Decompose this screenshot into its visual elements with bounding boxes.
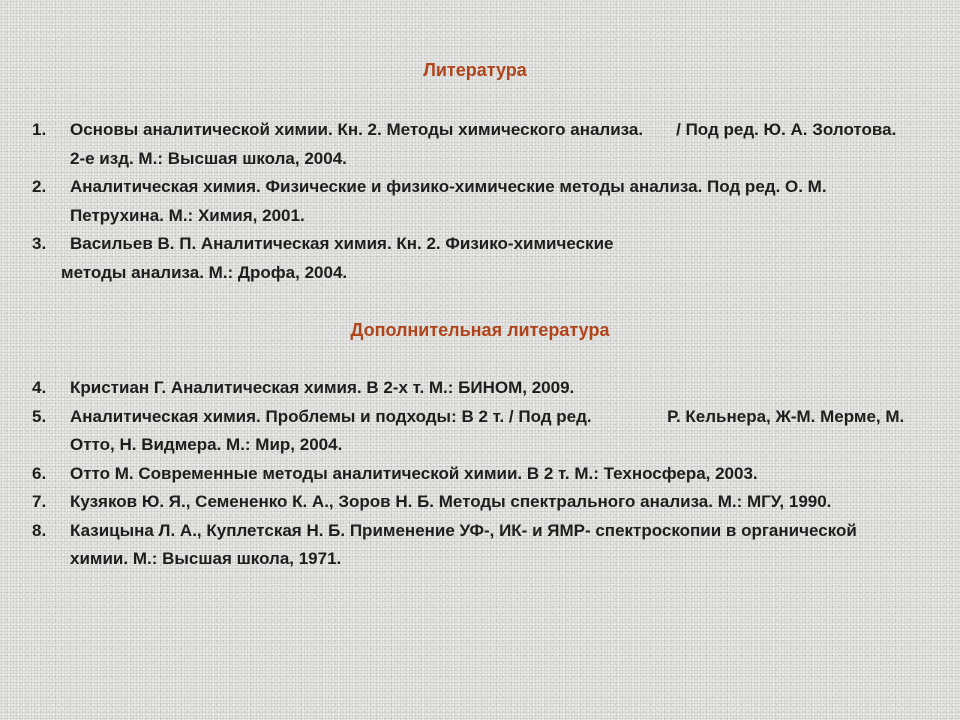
reference-item — [30, 374, 910, 403]
reference-number: 5. — [32, 406, 47, 426]
reference-item — [30, 116, 910, 173]
reference-text-line2: методы анализа. М.: Дрофа, 2004. — [61, 262, 348, 282]
reference-text: Основы аналитической химии. Кн. 2. Методы химического анализа. / Под ред. Ю. А. Золотова. 2-е изд. М.: Высшая школа, 2004. — [70, 120, 902, 168]
additional-heading: Дополнительная литература — [350, 320, 610, 340]
reference-item — [30, 517, 910, 574]
reference-item — [30, 173, 910, 230]
main-heading: Литература — [423, 60, 527, 80]
reference-number: 7. — [32, 492, 47, 511]
reference-text: Аналитическая химия. Физические и физико-химические методы анализа. Под ред. О. М. Петрухина. М.: Химия, 2001. — [70, 177, 827, 225]
reference-item — [30, 460, 910, 489]
reference-text: Казицына Л. А., Куплетская Н. Б. Применение УФ-, ИК- и ЯМР- спектроскопии в органической химии. М.: Высшая школа, 1971. — [70, 520, 857, 568]
reference-text: Кузяков Ю. Я., Семененко К. А., Зоров Н. Б. Методы спектрального анализа. М.: МГУ, 1990. — [70, 492, 832, 511]
reference-number: 2. — [32, 177, 47, 196]
reference-text: Отто М. Современные методы аналитической химии. В 2 т. М.: Техносфера, 2003. — [70, 463, 758, 483]
reference-number: 1. — [32, 120, 47, 139]
reference-number: 6. — [32, 463, 47, 483]
reference-text: Кристиан Г. Аналитическая химия. В 2-х т. М.: БИНОМ, 2009. — [70, 378, 575, 397]
reference-number: 3. — [32, 234, 47, 253]
reference-number: 8. — [32, 520, 47, 540]
reference-item — [30, 403, 910, 460]
reference-text: Аналитическая химия. Проблемы и подходы: В 2 т. / Под ред. Р. Кельнера, Ж-М. Мерме, М. Отто, Н. Видмера. М.: Мир, 2004. — [70, 406, 909, 454]
reference-item — [30, 230, 910, 287]
reference-number: 4. — [32, 378, 47, 397]
additional-reference-list — [30, 374, 910, 574]
main-reference-list — [30, 116, 910, 287]
reference-text-line1: Васильев В. П. Аналитическая химия. Кн. 2. Физико-химические — [70, 234, 614, 253]
reference-item — [30, 488, 910, 517]
